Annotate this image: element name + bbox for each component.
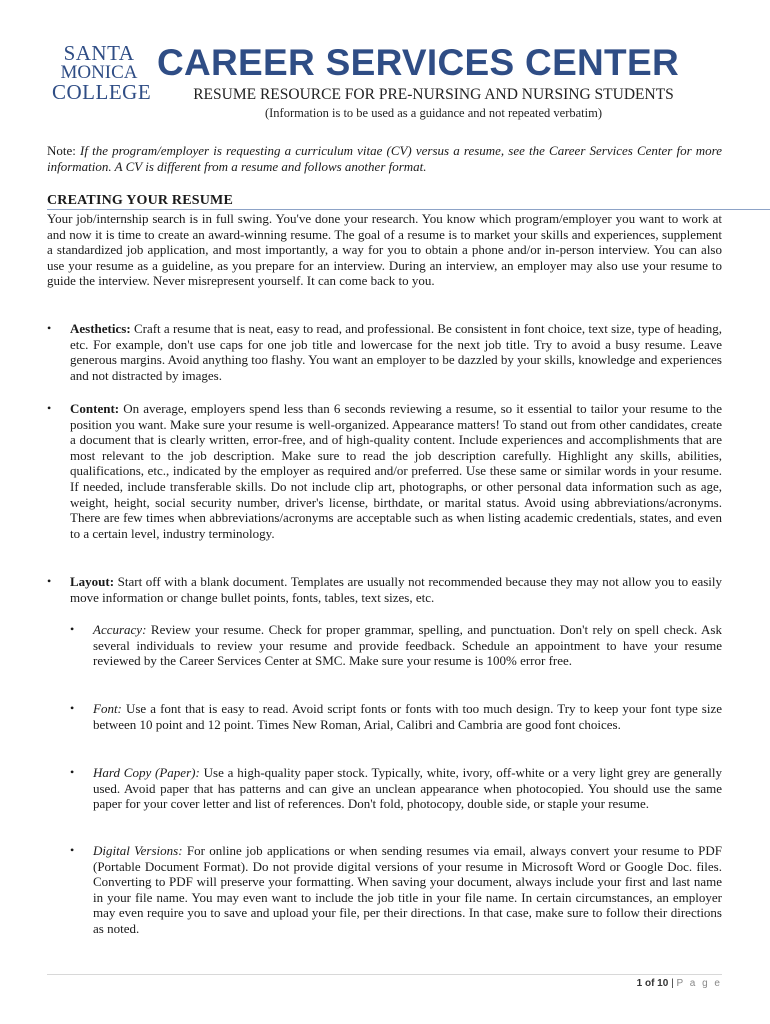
section-heading-text: CREATING YOUR RESUME: [47, 193, 234, 208]
sub-bullet-digital: [70, 843, 723, 937]
logo-line-2: MONICA: [60, 62, 138, 83]
sub-bullet-text: Use a high-quality paper stock. Typically, white, ivory, off-white or a very light grey are generally used. Avoid paper that has patterns and can give an unclean appearance when photocopied. You should use the same paper for your cover letter and list of references. Don't fold, photocopy, double side, or staple your resume.: [93, 765, 723, 812]
bullet-layout: [47, 574, 722, 605]
intro-paragraph: Your job/internship search is in full swing. You've done your research. You know which program/employer you want to work at and now it is time to create an award-winning resume. The goal of a resume is to market your skills and experiences, supplement a standardized job application, and most importantly, a way for you to obtain a phone and/or in-person interview. You can also use your resume as a guideline, as you prepare for an interview. During an interview, an employer may also use your resume to guide the interview. Never misrepresent yourself. It can come back to you.: [47, 211, 722, 289]
bullet-label: Aesthetics:: [70, 321, 131, 336]
bullet-text: Craft a resume that is neat, easy to read, and professional. Be consistent in font choice, text size, type of heading, etc. For example, don't use caps for one job title and lowercase for the next job title. Try to avoid a busy resume. Leave generous margins. Avoid anything too flashy. You want an employer to be dazzled by your skills, knowledge and experiences and not distracted by images.: [70, 321, 722, 383]
note-text: If the program/employer is requesting a curriculum vitae (CV) versus a resume, see the Career Services Center for more information. A CV is different from a resume and follows another format.: [47, 143, 722, 174]
bullet-text: Start off with a blank document. Templates are usually not recommended because they may not allow you to easily move information or change bullet points, fonts, tables, text sizes, etc.: [70, 574, 722, 605]
bullet-dot: •: [70, 843, 75, 857]
bullet-dot: •: [47, 321, 52, 335]
sub-bullet-hard-copy: [70, 765, 723, 812]
bullet-label: Content:: [70, 401, 120, 416]
page-number: 1 of 10: [636, 978, 669, 989]
usage-note: (Information is to be used as a guidance and not repeated verbatim): [264, 106, 603, 120]
bullet-label: Layout:: [70, 574, 115, 589]
section-heading: [47, 191, 770, 210]
cv-note: [47, 143, 722, 175]
sub-bullet-font: [70, 701, 723, 732]
page-title: CAREER SERVICES CENTER: [157, 42, 679, 83]
note-label: Note:: [47, 143, 76, 158]
sub-bullet-label: Digital Versions:: [93, 843, 183, 858]
sub-bullet-text: Use a font that is easy to read. Avoid script fonts or fonts with too much design. Try to keep your font type size between 10 point and 12 point. Times New Roman, Arial, Calibri and Cambria are good font choices.: [93, 701, 723, 732]
logo-line-1: SANTA: [63, 41, 135, 65]
logo-line-3: COLLEGE: [52, 80, 152, 104]
sub-bullet-label: Hard Copy (Paper):: [93, 765, 200, 780]
page-word: P a g e: [676, 978, 722, 989]
sub-bullet-label: Font:: [93, 701, 122, 716]
bullet-dot: •: [70, 701, 75, 715]
page-subtitle: RESUME RESOURCE FOR PRE-NURSING AND NURSING STUDENTS: [193, 86, 674, 103]
sub-bullet-text: Review your resume. Check for proper grammar, spelling, and punctuation. Don't rely on spell check. Ask several individuals to review your resume and provide feedback. Schedule an appointment to have your resume reviewed by the Career Services Center at SMC. Make sure your resume is 100% error free.: [93, 622, 722, 669]
bullet-content: [47, 401, 722, 541]
footer-divider: [47, 974, 722, 975]
footer-separator: |: [671, 978, 674, 989]
bullet-aesthetics: [47, 321, 722, 383]
page-footer: [637, 978, 722, 989]
bullet-dot: •: [47, 401, 52, 415]
bullet-text: On average, employers spend less than 6 seconds reviewing a resume, so it essential to tailor your resume to the position you want. Make sure your resume is well-organized. Appearance matters! To stand out from other candidates, create a document that is clearly written, error-free, and of high-quality content. Include experiences and accomplishments that are most relevant to the job description. Make sure to read the job description carefully. Highlight any skills, abilities, qualifications, etc., indicated by the employer as required and/or preferred. Use these same or similar words in your resume. If needed, include transferable skills. Do not include clip art, photographs, or other personal data information such as age, weight, height, social security number, driver's license, birthdate, or marital status. Avoid using abbreviations/acronyms. There are few times when abbreviations/acronyms are acceptable such as when listing academic credentials, states, and even to a certain level, industry terminology.: [70, 401, 722, 541]
bullet-dot: •: [47, 574, 52, 588]
college-logo: [52, 41, 152, 114]
sub-bullet-text: For online job applications or when sending resumes via email, always convert your resume to PDF (Portable Document Format). Do not provide digital versions of your resume in Microsoft Word or Google Doc. files. Converting to PDF will preserve your formatting. When saving your document, always include your first and last name in your file name. You may even want to include the job title in your file name. In certain circumstances, an employer may even require you to save and upload your file, per their directions. In that case, make sure to follow their directions as noted.: [93, 843, 723, 936]
sub-bullet-label: Accuracy:: [93, 622, 147, 637]
sub-bullet-accuracy: [70, 622, 722, 669]
bullet-dot: •: [70, 765, 75, 779]
bullet-dot: •: [70, 622, 75, 636]
